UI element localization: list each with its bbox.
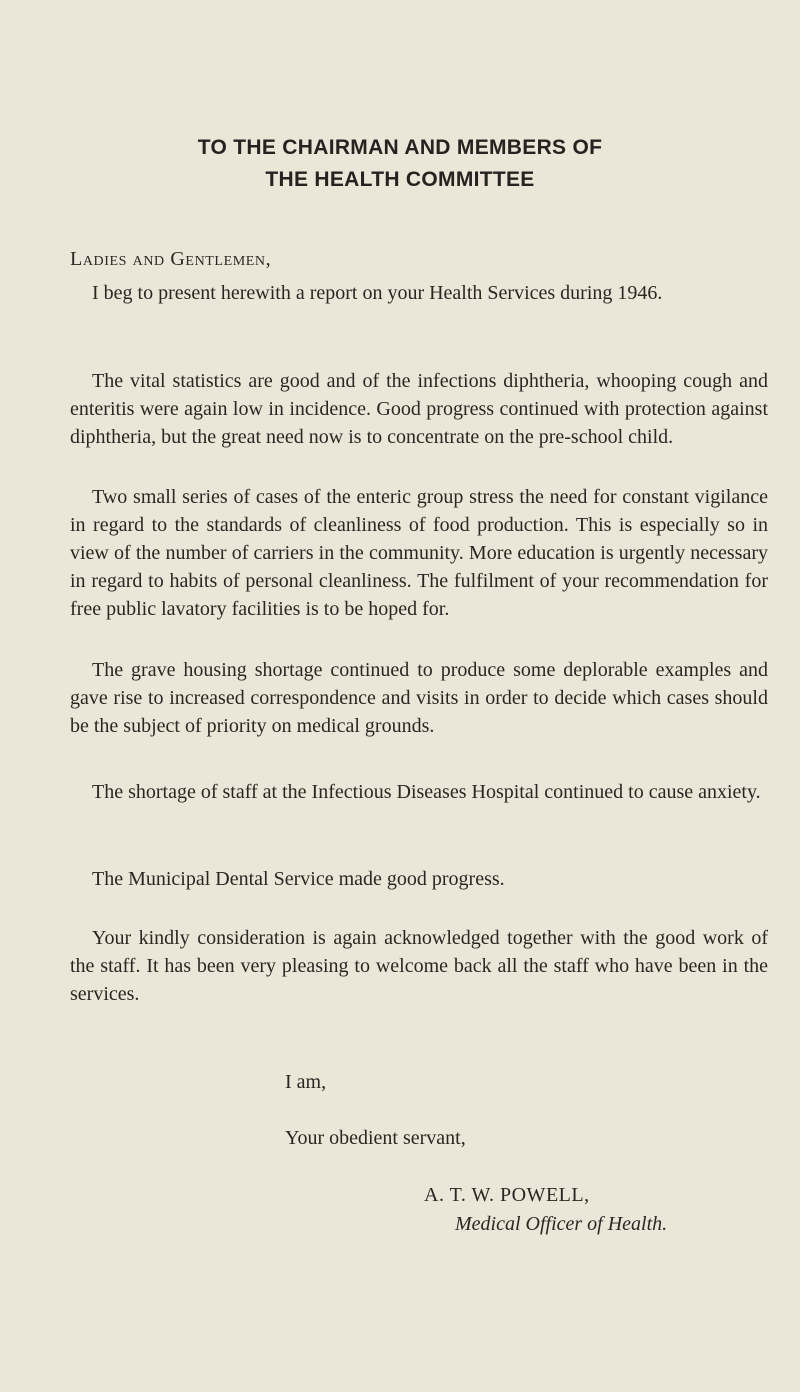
paragraph-dental-service: The Municipal Dental Service made good progress. bbox=[92, 868, 505, 890]
paragraph-staff-shortage: The shortage of staff at the Infectious Diseases Hospital continued to cause anxiety. bbox=[92, 781, 761, 803]
paragraph-housing-shortage: The grave housing shortage continued to produce some deplorable examples and gave rise to increased correspondence and visits in order to decide which cases should be the subject of priority on medical grounds. bbox=[70, 659, 768, 737]
salutation: Ladies and Gentlemen, bbox=[70, 248, 272, 270]
paragraph-enteric-group: Two small series of cases of the enteric group stress the need for constant vigilance in regard to the standards of cleanliness of food production. This is especially so in view of the number of carriers in the community. More education is urgently necessary in regard to habits of personal cleanliness. The fulfilment of your recommendation for free public lavatory facilities is to be hoped for. bbox=[70, 486, 768, 620]
heading-line-1: TO THE CHAIRMAN AND MEMBERS OF bbox=[197, 136, 603, 159]
closing-i-am: I am, bbox=[285, 1071, 327, 1093]
closing-obedient-servant: Your obedient servant, bbox=[285, 1127, 466, 1149]
signatory-title: Medical Officer of Health. bbox=[455, 1213, 668, 1235]
heading-line-2: THE HEALTH COMMITTEE bbox=[265, 168, 535, 191]
paragraph-acknowledgement: Your kindly consideration is again acknowledged together with the good work of the staff. It has been very pleasing to welcome back all the staff who have been in the services. bbox=[70, 927, 768, 1005]
paragraph-vital-statistics: The vital statistics are good and of the infections diphtheria, whooping cough and enteritis were again low in incidence. Good progress continued with protection against diphtheria, but the great need now is to concentrate on the pre-school child. bbox=[70, 370, 768, 448]
signatory-name: A. T. W. POWELL, bbox=[424, 1184, 590, 1206]
paragraph-report-intro: I beg to present herewith a report on your Health Services during 1946. bbox=[92, 282, 663, 304]
